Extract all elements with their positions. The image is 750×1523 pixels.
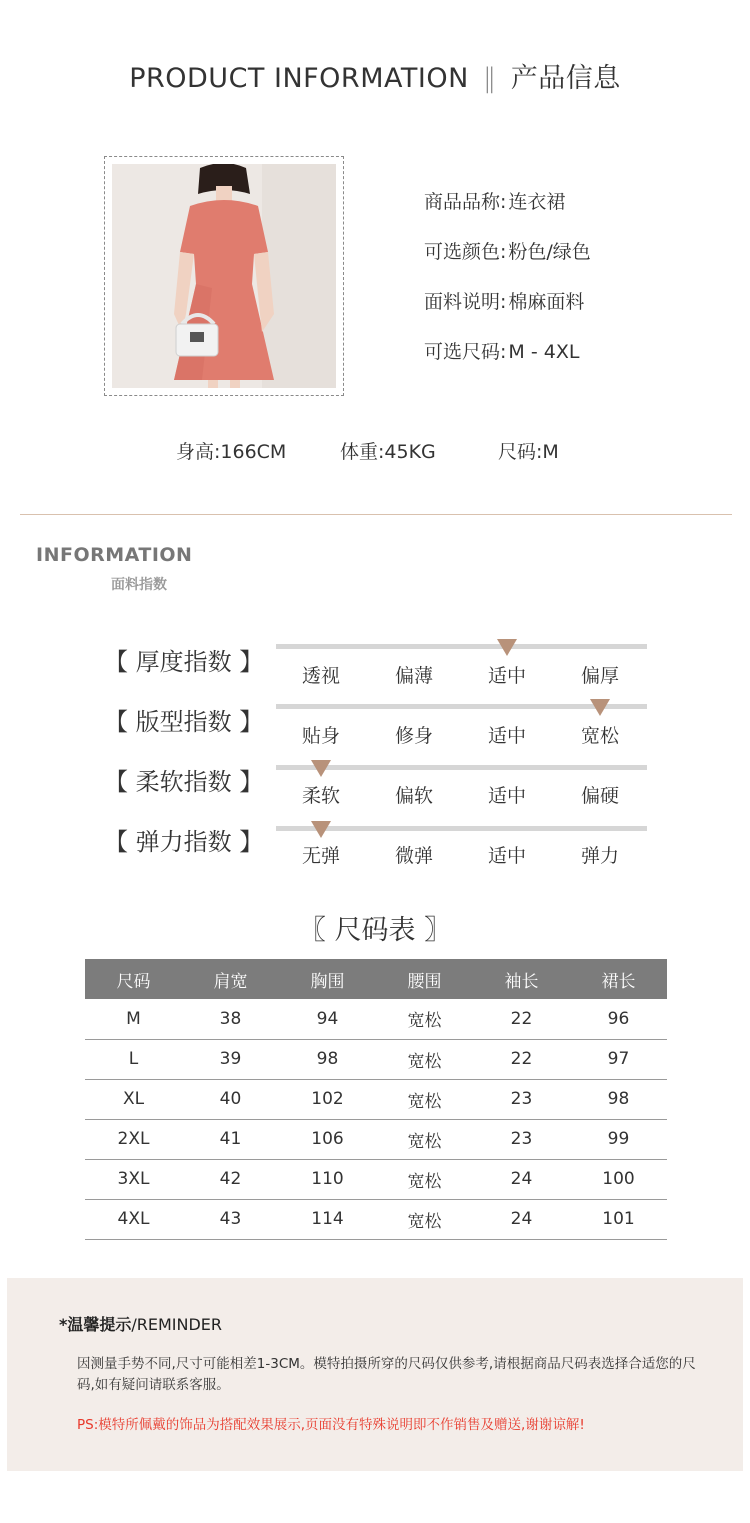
index-option: 偏厚 <box>581 665 620 687</box>
index-option: 适中 <box>488 665 527 687</box>
index-option: 修身 <box>395 725 434 747</box>
index-marker-elasticity <box>311 821 331 838</box>
index-marker-fit <box>590 699 610 716</box>
index-option: 透视 <box>302 665 341 687</box>
model-size: 尺码:M <box>498 441 559 463</box>
info-value: 棉麻面料 <box>508 291 585 313</box>
table-cell: 42 <box>182 1159 279 1199</box>
table-cell: 2XL <box>85 1119 182 1159</box>
table-cell: 98 <box>279 1039 376 1079</box>
table-cell: 宽松 <box>376 1159 473 1199</box>
product-info-list <box>424 188 591 388</box>
index-label-softness: 【 柔软指数 】 <box>104 768 264 796</box>
product-photo-frame <box>104 156 344 396</box>
column-header: 裙长 <box>570 959 667 999</box>
index-option: 偏硬 <box>581 785 620 807</box>
table-cell: 97 <box>570 1039 667 1079</box>
table-row <box>85 1159 667 1199</box>
index-bar-thickness <box>276 644 647 649</box>
table-cell: 宽松 <box>376 999 473 1039</box>
reminder-box <box>7 1278 743 1471</box>
info-row-color <box>424 238 591 288</box>
reminder-ps-note: PS:模特所佩戴的饰品为搭配效果展示,页面没有特殊说明即不作销售及赠送,谢谢谅解! <box>77 1417 585 1433</box>
index-marker-softness <box>311 760 331 777</box>
index-label-elasticity: 【 弹力指数 】 <box>104 828 264 856</box>
table-cell: 4XL <box>85 1199 182 1239</box>
table-cell: 宽松 <box>376 1039 473 1079</box>
table-cell: 40 <box>182 1079 279 1119</box>
table-cell: 98 <box>570 1079 667 1119</box>
header-title-en: PRODUCT INFORMATION <box>129 63 469 94</box>
product-photo <box>112 164 336 388</box>
index-option: 适中 <box>488 785 527 807</box>
column-header: 腰围 <box>376 959 473 999</box>
model-height: 身高:166CM <box>176 441 287 463</box>
table-cell: 96 <box>570 999 667 1039</box>
info-label: 面料说明: <box>424 291 507 313</box>
table-cell: 24 <box>473 1199 570 1239</box>
table-cell: M <box>85 999 182 1039</box>
table-row <box>85 1079 667 1119</box>
table-cell: 106 <box>279 1119 376 1159</box>
info-row-fabric <box>424 288 591 338</box>
info-label: 可选颜色: <box>424 241 507 263</box>
table-cell: 宽松 <box>376 1119 473 1159</box>
index-option: 偏软 <box>395 785 434 807</box>
table-cell: 114 <box>279 1199 376 1239</box>
index-option: 宽松 <box>581 725 620 747</box>
fabric-section-subtitle: 面料指数 <box>111 577 167 593</box>
table-cell: 22 <box>473 1039 570 1079</box>
table-cell: 101 <box>570 1199 667 1239</box>
size-table-header <box>85 959 667 999</box>
column-header: 肩宽 <box>182 959 279 999</box>
table-cell: XL <box>85 1079 182 1119</box>
table-row <box>85 1119 667 1159</box>
info-value: 连衣裙 <box>508 191 566 213</box>
index-option: 柔软 <box>302 785 341 807</box>
index-option: 弹力 <box>581 845 620 867</box>
info-label: 可选尺码: <box>424 341 507 363</box>
index-bar-softness <box>276 765 647 770</box>
index-option: 微弹 <box>395 845 434 867</box>
table-cell: 宽松 <box>376 1079 473 1119</box>
reminder-text: 因测量手势不同,尺寸可能相差1-3CM。模特拍摄所穿的尺码仅供参考,请根据商品尺码表选择合适您的尺码,如有疑问请联系客服。 <box>77 1356 696 1393</box>
index-option: 适中 <box>488 845 527 867</box>
size-chart-title: 〖 尺码表 〗 <box>298 915 452 946</box>
table-cell: 94 <box>279 999 376 1039</box>
table-row <box>85 1039 667 1079</box>
table-cell: 102 <box>279 1079 376 1119</box>
table-cell: L <box>85 1039 182 1079</box>
table-cell: 39 <box>182 1039 279 1079</box>
index-bar-elasticity <box>276 826 647 831</box>
table-cell: 41 <box>182 1119 279 1159</box>
table-row <box>85 1199 667 1239</box>
index-option: 贴身 <box>302 725 341 747</box>
column-header: 尺码 <box>85 959 182 999</box>
info-row-sizes <box>424 338 591 388</box>
index-marker-thickness <box>497 639 517 656</box>
column-header: 袖长 <box>473 959 570 999</box>
table-cell: 23 <box>473 1119 570 1159</box>
table-cell: 38 <box>182 999 279 1039</box>
model-illustration <box>112 164 336 388</box>
info-label: 商品品称: <box>424 191 507 213</box>
info-value: M - 4XL <box>508 341 580 363</box>
table-cell: 43 <box>182 1199 279 1239</box>
model-weight: 体重:45KG <box>340 441 436 463</box>
header-separator: ‖ <box>482 63 497 94</box>
reminder-title-cn: *温馨提示 <box>59 1315 132 1334</box>
section-divider <box>20 514 732 515</box>
table-cell: 99 <box>570 1119 667 1159</box>
table-cell: 22 <box>473 999 570 1039</box>
info-row-name <box>424 188 591 238</box>
table-cell: 宽松 <box>376 1199 473 1239</box>
reminder-title <box>59 1312 222 1335</box>
fabric-section-title: INFORMATION <box>36 544 193 566</box>
table-cell: 3XL <box>85 1159 182 1199</box>
column-header: 胸围 <box>279 959 376 999</box>
size-table <box>85 959 667 1240</box>
table-cell: 23 <box>473 1079 570 1119</box>
table-row <box>85 999 667 1039</box>
index-option: 无弹 <box>302 845 341 867</box>
table-cell: 110 <box>279 1159 376 1199</box>
table-cell: 24 <box>473 1159 570 1199</box>
info-value: 粉色/绿色 <box>508 241 591 263</box>
index-option: 偏薄 <box>395 665 434 687</box>
index-label-fit: 【 版型指数 】 <box>104 708 264 736</box>
header-title-cn: 产品信息 <box>510 63 621 94</box>
reminder-title-en: /REMINDER <box>131 1315 223 1334</box>
index-label-thickness: 【 厚度指数 】 <box>104 648 264 676</box>
page-header <box>0 56 750 95</box>
index-option: 适中 <box>488 725 527 747</box>
table-cell: 100 <box>570 1159 667 1199</box>
